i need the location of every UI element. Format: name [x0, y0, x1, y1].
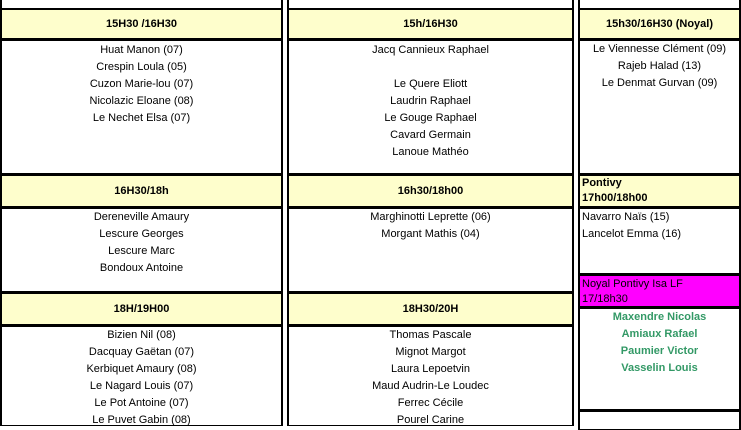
- list-item: Lanoue Mathéo: [392, 146, 469, 158]
- header-label: 17/18h30: [582, 293, 628, 305]
- block-names: [287, 326, 574, 426]
- list-item: Mignot Margot: [395, 346, 466, 358]
- bottom-cell: [578, 410, 741, 430]
- list-item: Cuzon Marie-lou (07): [89, 78, 194, 90]
- header-18h: [0, 292, 283, 326]
- list-item: Le Puvet Gabin (08): [92, 414, 191, 426]
- list-item: Morgant Mathis (04): [381, 228, 480, 240]
- list-item: Jacq Cannieux Raphael: [372, 44, 489, 56]
- list-item: Nicolazic Eloane (08): [89, 95, 194, 107]
- header-noyal: [578, 8, 741, 40]
- list-item: [289, 59, 572, 76]
- list-item: Dacquay Gaëtan (07): [88, 346, 195, 358]
- list-item: Laudrin Raphael: [390, 95, 471, 107]
- list-item: Le Quere Eliott: [393, 78, 468, 90]
- header-15h: [287, 8, 574, 40]
- block-names: [0, 40, 283, 174]
- list-item: Kerbiquet Amaury (08): [86, 363, 197, 375]
- list-item: Dereneville Amaury: [93, 211, 190, 223]
- header-18h30: [287, 292, 574, 326]
- list-item: Lancelot Emma (16): [582, 228, 682, 240]
- list-item: Marghinotti Leprette (06): [370, 211, 491, 223]
- header-label: 15H30 /16H30: [106, 18, 177, 30]
- list-item: Amiaux Rafael: [621, 328, 698, 340]
- list-item: Pourel Carine: [396, 414, 465, 426]
- header-label: 16h30/18h00: [397, 185, 464, 197]
- block-names: [287, 208, 574, 292]
- list-item: Le Nagard Louis (07): [89, 380, 194, 392]
- list-item: Maud Audrin-Le Loudec: [372, 380, 489, 392]
- header-noyal-pontivy: [578, 274, 741, 308]
- block-names: [0, 326, 283, 426]
- list-item: Le Gouge Raphael: [384, 112, 477, 124]
- block-names: [578, 40, 741, 174]
- list-item: Crespin Loula (05): [96, 61, 187, 73]
- header-label: 15h/16H30: [403, 18, 458, 30]
- list-item: Laura Lepoetvin: [391, 363, 470, 375]
- block-names: [578, 308, 741, 410]
- header-label: 17h00/18h00: [582, 192, 648, 204]
- list-item: Ferrec Cécile: [397, 397, 464, 409]
- list-item: Le Denmat Gurvan (09): [601, 77, 718, 89]
- list-item: Navarro Naïs (15): [582, 211, 670, 223]
- block-names: [287, 40, 574, 174]
- list-item: Lescure Marc: [108, 245, 175, 257]
- header-label: 15h30/16H30 (Noyal): [606, 18, 713, 30]
- header-label: 18H/19H00: [113, 303, 170, 315]
- header-15h30: [0, 8, 283, 40]
- header-16h30: [0, 174, 283, 208]
- header-16h30: [287, 174, 574, 208]
- list-item: Maxendre Nicolas: [612, 311, 707, 323]
- list-item: Cavard Germain: [390, 129, 471, 141]
- header-label: 18H30/20H: [402, 303, 459, 315]
- list-item: Le Nechet Elsa (07): [92, 112, 191, 124]
- list-item: Thomas Pascale: [389, 329, 472, 341]
- list-item: Huat Manon (07): [100, 44, 183, 56]
- list-item: Rajeb Halad (13): [617, 60, 702, 72]
- list-item: Le Viennesse Clément (09): [592, 43, 727, 55]
- list-item: Le Pot Antoine (07): [94, 397, 189, 409]
- header-label: Noyal Pontivy Isa LF: [582, 278, 683, 290]
- header-pontivy: [578, 174, 741, 208]
- list-item: Bondoux Antoine: [99, 262, 184, 274]
- list-item: Bizien Nil (08): [107, 329, 176, 341]
- header-label: 16H30/18h: [114, 185, 169, 197]
- block-names: [0, 208, 283, 292]
- list-item: Lescure Georges: [99, 228, 184, 240]
- list-item: Vasselin Louis: [621, 362, 698, 374]
- header-label: Pontivy: [582, 177, 622, 189]
- list-item: Paumier Victor: [620, 345, 699, 357]
- block-names: [578, 208, 741, 274]
